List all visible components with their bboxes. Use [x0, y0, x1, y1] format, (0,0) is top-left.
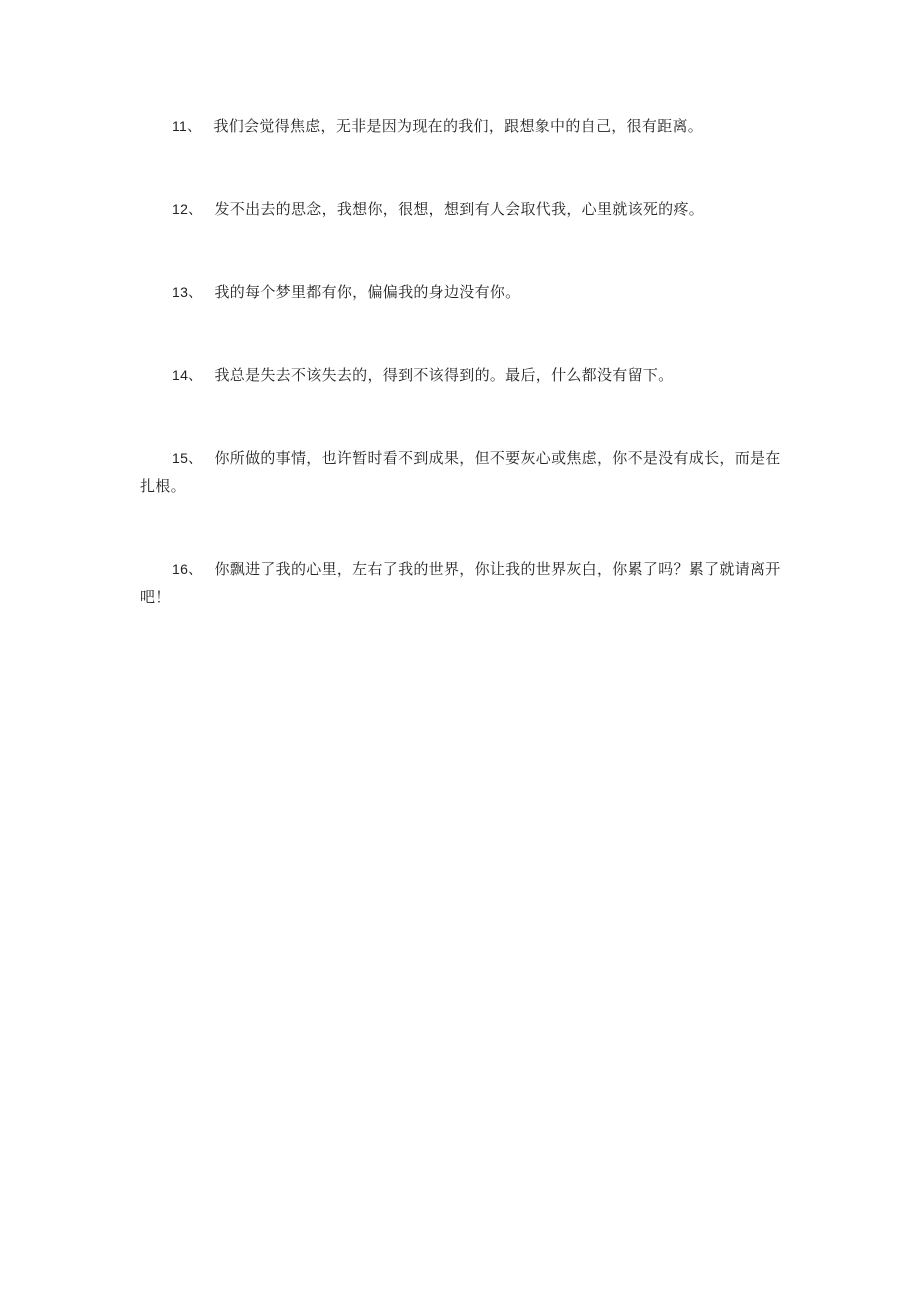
- list-item: [140, 555, 785, 611]
- item-text: 我总是失去不该失去的，得到不该得到的。最后，什么都没有留下。: [214, 366, 674, 384]
- list-item: [140, 112, 785, 140]
- list-item: [140, 444, 785, 500]
- item-text: 发不出去的思念，我想你，很想，想到有人会取代我，心里就该死的疼。: [214, 200, 705, 218]
- item-number: 16、: [172, 561, 203, 577]
- item-number: 11、: [172, 118, 202, 134]
- list-item: [140, 195, 785, 223]
- item-text: 你飘进了我的心里，左右了我的世界，你让我的世界灰白，你累了吗？累了就请离开吧！: [140, 560, 781, 606]
- list-item: [140, 361, 785, 389]
- item-text: 你所做的事情，也许暂时看不到成果，但不要灰心或焦虑，你不是没有成长，而是在扎根。: [140, 449, 781, 495]
- item-number: 15、: [172, 450, 203, 466]
- item-number: 12、: [172, 201, 203, 217]
- item-number: 14、: [172, 367, 203, 383]
- list-item: [140, 278, 785, 306]
- item-number: 13、: [172, 284, 203, 300]
- item-text: 我的每个梦里都有你，偏偏我的身边没有你。: [214, 283, 521, 301]
- item-text: 我们会觉得焦虑，无非是因为现在的我们，跟想象中的自己，很有距离。: [213, 117, 704, 135]
